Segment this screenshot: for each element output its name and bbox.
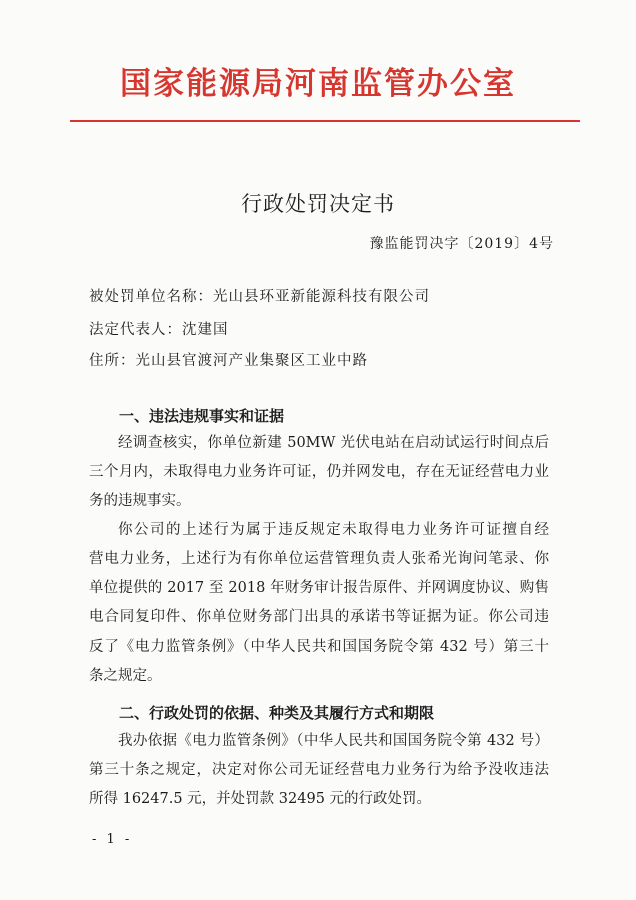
paragraph-line: 第三十条之规定，决定对你公司无证经营电力业务行为给予没收违法 (89, 762, 549, 778)
paragraph-line: 反了《电力监管条例》（中华人民共和国国务院令第 432 号）第三十 (89, 639, 549, 655)
paragraph-line: 务的违规事实。 (89, 493, 191, 509)
issuing-organization-header: 国家能源局河南监管办公室 (120, 66, 516, 102)
paragraph-line: 三个月内，未取得电力业务许可证，仍并网发电，存在无证经营电力业 (89, 464, 549, 480)
paragraph-line: 单位提供的 2017 至 2018 年财务审计报告原件、并网调度协议、购售 (89, 580, 549, 596)
paragraph-line: 营电力业务，上述行为有你单位运营管理负责人张希光询问笔录、你 (89, 551, 549, 567)
paragraph-line: 你公司的上述行为属于违反规定未取得电力业务许可证擅自经 (118, 522, 549, 538)
section-heading-penalty: 二、行政处罚的依据、种类及其履行方式和期限 (119, 704, 435, 722)
section-heading-facts: 一、违法违规事实和证据 (119, 407, 285, 425)
paragraph-line: 电合同复印件、你单位财务部门出具的承诺书等证据为证。你公司违 (89, 609, 549, 625)
page-number: - 1 - (92, 832, 133, 847)
paragraph-line: 我办依据《电力监管条例》（中华人民共和国国务院令第 432 号） (118, 733, 549, 749)
document-title: 行政处罚决定书 (241, 192, 395, 216)
address-field: 住所：光山县官渡河产业集聚区工业中路 (89, 353, 368, 369)
legal-representative-field: 法定代表人：沈建国 (89, 322, 229, 338)
document-number: 豫监能罚决字〔2019〕4号 (369, 236, 554, 252)
paragraph-line: 经调查核实，你单位新建 50MW 光伏电站在启动试运行时间点后 (118, 435, 549, 451)
penalized-entity-field: 被处罚单位名称：光山县环亚新能源科技有限公司 (89, 289, 430, 305)
red-header-rule (70, 120, 580, 122)
paragraph-line: 所得 16247.5 元，并处罚款 32495 元的行政处罚。 (89, 791, 432, 807)
paragraph-line: 条之规定。 (89, 668, 162, 684)
